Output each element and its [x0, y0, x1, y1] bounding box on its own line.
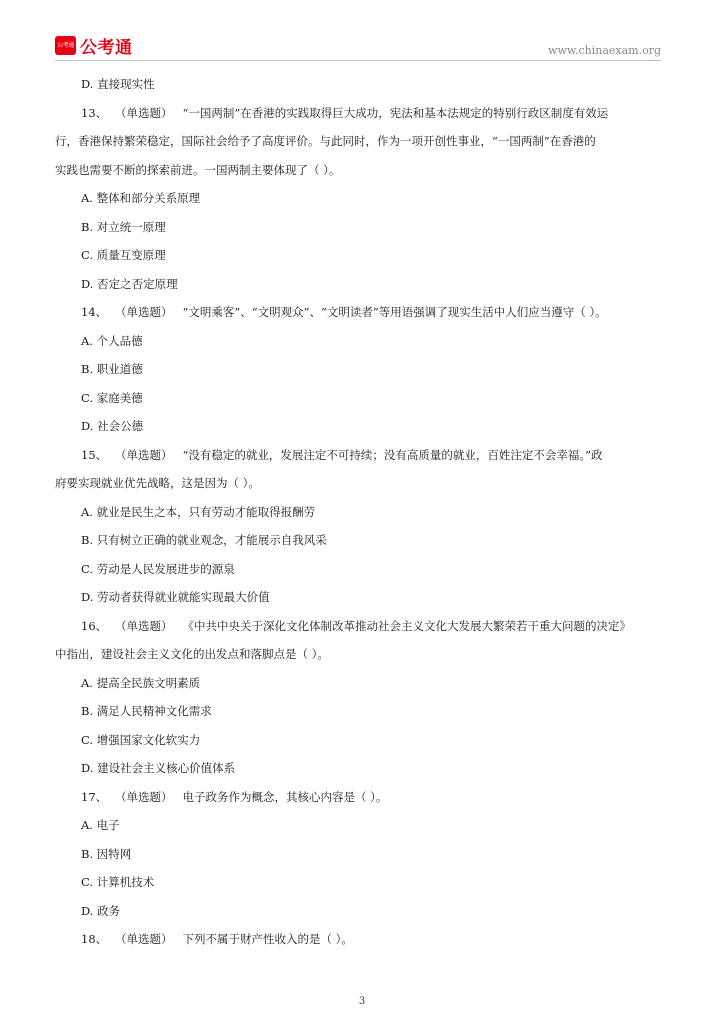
logo-text: 公考通 — [80, 37, 133, 58]
answer-option: D. 否定之否定原理 — [81, 276, 178, 291]
question-text-continuation: 府要实现就业优先战略，这是因为（ ）。 — [55, 476, 260, 490]
question-type-tag: （单选题） — [115, 789, 173, 804]
answer-option: C. 家庭美德 — [81, 390, 143, 405]
question-type-tag: （单选题） — [115, 618, 173, 633]
logo-badge: 公考通 — [55, 36, 76, 55]
header-divider — [55, 60, 661, 61]
question-text: “文明乘客”、“文明观众”、“文明读者”等用语强调了现实生活中人们应当遵守（ ）。 — [182, 305, 607, 319]
page-number: 3 — [358, 996, 366, 1007]
answer-option: C. 增强国家文化软实力 — [81, 732, 201, 747]
answer-option: C. 质量互变原理 — [81, 248, 166, 262]
answer-option: C. 计算机技术 — [81, 875, 155, 889]
answer-option: A. 提高全民族文明素质 — [81, 675, 201, 690]
question-number: 17、 — [81, 789, 108, 804]
question-type-tag: （单选题） — [115, 105, 173, 120]
question-text: 下列不属于财产性收入的是（ ）。 — [182, 932, 353, 946]
question-number: 14、 — [81, 305, 108, 319]
question-text-continuation: 行，香港保持繁荣稳定，国际社会给予了高度评价。与此同时，作为一项开创性事业，“一国两制”在香港的 — [55, 134, 596, 148]
answer-option: A. 个人品德 — [81, 333, 143, 348]
answer-option: B. 只有树立正确的就业观念，才能展示自我风采 — [81, 533, 327, 547]
question-text: “一国两制”在香港的实践取得巨大成功，宪法和基本法规定的特别行政区制度有效运 — [182, 105, 609, 120]
question-stem — [55, 445, 603, 465]
answer-option: D. 社会公德 — [81, 419, 144, 433]
answer-option: D. 劳动者获得就业就能实现最大价值 — [81, 590, 270, 604]
answer-option: B. 因特网 — [81, 846, 132, 861]
answer-option: B. 满足人民精神文化需求 — [81, 704, 212, 718]
question-type-tag: （单选题） — [115, 447, 173, 462]
question-number: 16、 — [81, 618, 108, 633]
answer-option: A. 整体和部分关系原理 — [81, 191, 201, 205]
question-stem — [55, 929, 353, 949]
question-type-tag: （单选题） — [115, 932, 173, 946]
answer-option: C. 劳动是人民发展进步的源泉 — [81, 561, 235, 576]
page-header — [0, 0, 724, 64]
question-text-continuation: 实践也需要不断的探索前进。一国两制主要体现了（ ）。 — [55, 162, 341, 177]
question-text-continuation: 中指出，建设社会主义文化的出发点和落脚点是（ ）。 — [55, 647, 329, 661]
answer-option: D. 建设社会主义核心价值体系 — [81, 761, 236, 775]
question-text: “没有稳定的就业，发展注定不可持续；没有高质量的就业，百姓注定不会幸福。”政 — [182, 447, 603, 462]
answer-option: A. 电子 — [81, 818, 120, 832]
answer-option: D. 政务 — [81, 903, 121, 918]
question-number: 13、 — [81, 105, 108, 120]
answer-option: D. 直接现实性 — [81, 77, 155, 91]
question-stem — [55, 787, 387, 807]
answer-option: A. 就业是民生之本，只有劳动才能取得报酬劳 — [81, 504, 316, 519]
question-type-tag: （单选题） — [115, 305, 173, 319]
answer-option: B. 对立统一原理 — [81, 219, 166, 234]
question-number: 18、 — [81, 932, 108, 946]
question-stem — [55, 616, 631, 636]
question-stem — [55, 103, 608, 123]
question-stem — [55, 302, 607, 322]
answer-option: B. 职业道德 — [81, 362, 143, 376]
site-url: www.chinaexam.org — [548, 44, 661, 57]
brand-logo — [55, 35, 133, 58]
question-text: 电子政务作为概念，其核心内容是（ ）。 — [182, 789, 388, 804]
question-number: 15、 — [81, 447, 108, 462]
question-text: 《中共中央关于深化文化体制改革推动社会主义文化大发展大繁荣若干重大问题的决定》 — [182, 618, 631, 633]
